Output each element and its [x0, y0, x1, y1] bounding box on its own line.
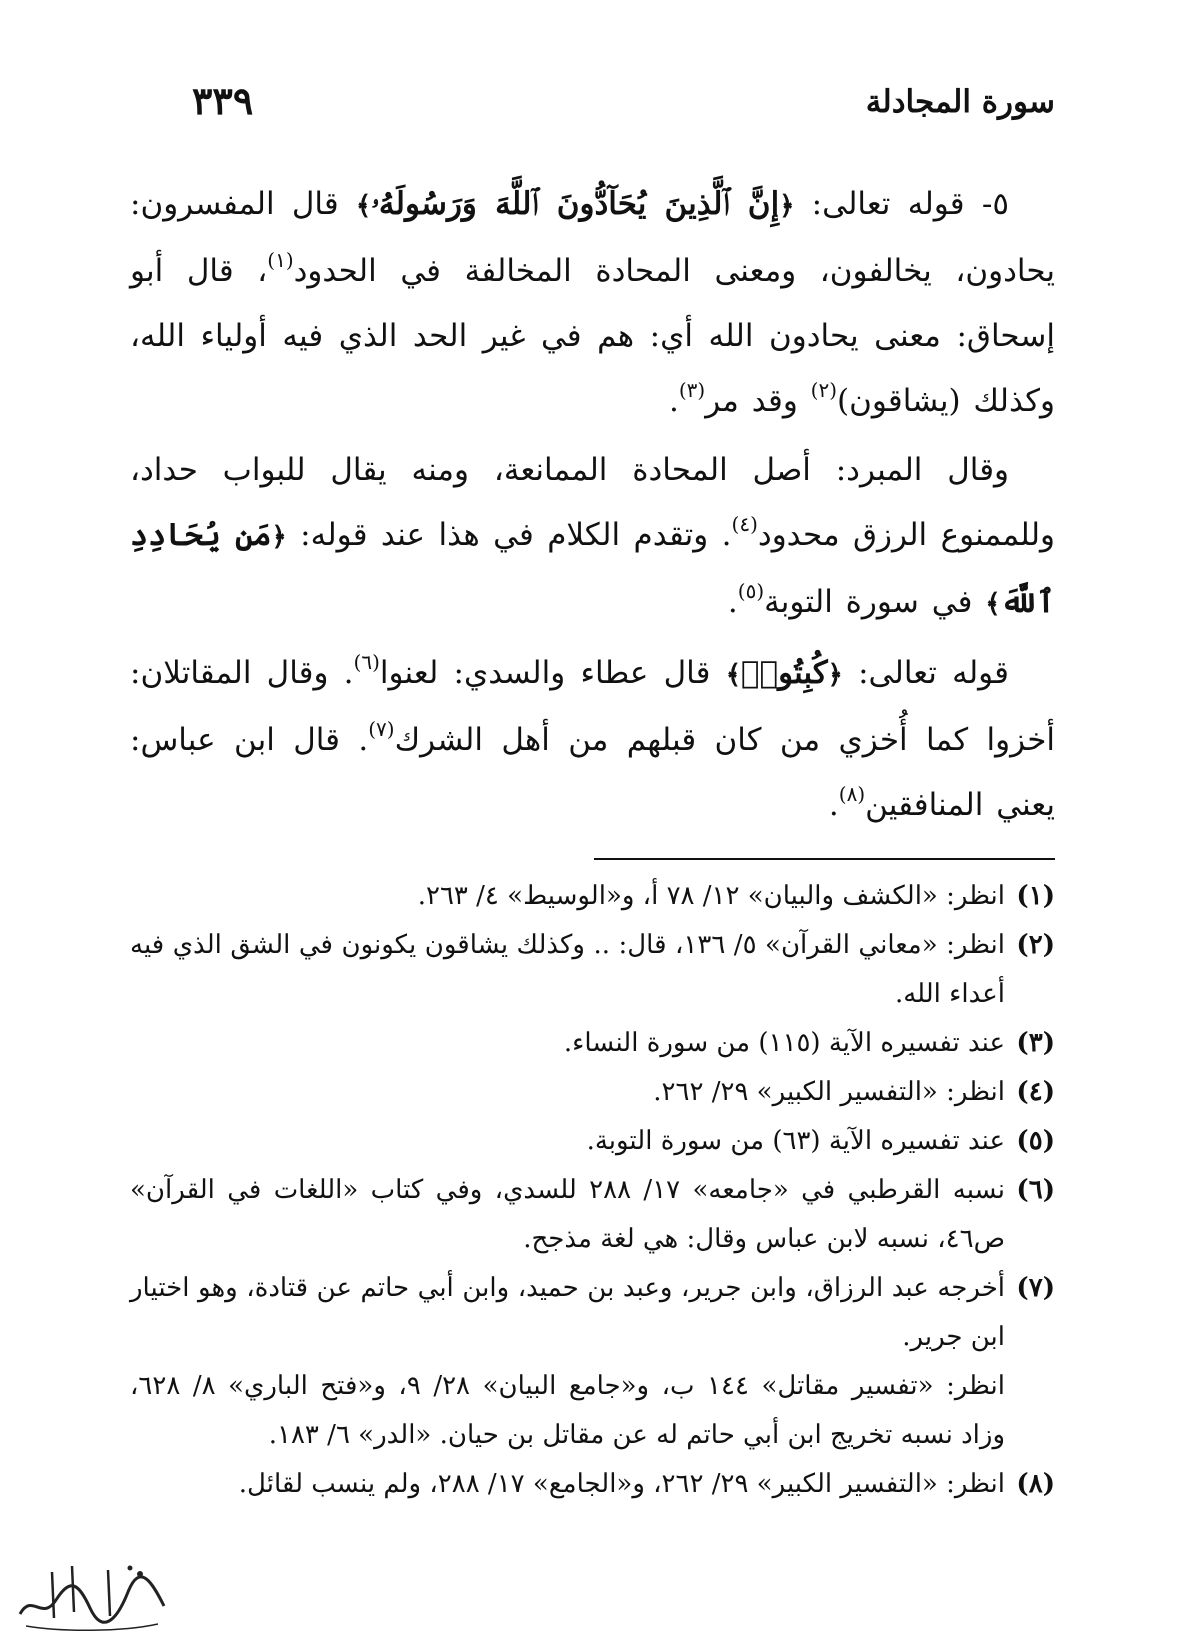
footnote-item [130, 1117, 1055, 1166]
footnote-ref[interactable]: (٢) [810, 378, 838, 402]
footnote-item [130, 1019, 1055, 1068]
footnote-text [130, 872, 1005, 921]
library-logo-icon [12, 1552, 172, 1638]
text-span: في سورة التوبة [764, 584, 986, 620]
footnote-item [130, 1460, 1055, 1509]
paragraph-2 [130, 438, 1055, 637]
footnote-text [130, 1460, 1005, 1509]
quran-verse [726, 655, 843, 691]
footnote-item [130, 1068, 1055, 1117]
footnote-item [130, 872, 1055, 921]
footnote-ref[interactable]: (١) [267, 248, 294, 272]
verse-text: مَن يُحَادِدِ ٱللَّهَ [130, 517, 1055, 620]
footnote-number: (١) [1016, 881, 1055, 911]
footnote-item [130, 921, 1055, 1019]
text-span: . [668, 383, 679, 419]
footnote-text [130, 1019, 1005, 1068]
footnotes [130, 872, 1055, 1509]
footnote-number: (٢) [1016, 930, 1055, 960]
footnote-text [130, 921, 1005, 1019]
footnote-line: انظر: «تفسير مقاتل» ١٤٤ ب، و«جامع البيان» ٢٨/ ٩، و«فتح الباري» ٨/ ٦٢٨، وزاد نسبه تخريج ابن أبي حاتم له عن مقاتل بن حيان. «الدر» ٦/ ١٨٣. [130, 1371, 1005, 1450]
text-span: . [727, 584, 738, 620]
page-header [150, 78, 1055, 134]
text-span: وقد مر [705, 383, 811, 419]
footnote-number: (٧) [1016, 1273, 1055, 1303]
footnote-line: عند تفسيره الآية (٦٣) من سورة التوبة. [586, 1126, 1005, 1156]
footnote-item [130, 1264, 1055, 1460]
footnote-text [130, 1166, 1005, 1264]
footnote-line: نسبه القرطبي في «جامعه» ١٧/ ٢٨٨ للسدي، وفي كتاب «اللغات في القرآن» ص٤٦، نسبه لابن عباس وقال: هي لغة مذجح. [130, 1175, 1005, 1254]
text-span: . [828, 787, 839, 823]
footnote-line: عند تفسيره الآية (١١٥) من سورة النساء. [563, 1028, 1005, 1058]
text-span: . وقال المقاتلان: أخزوا كما أُخزي من كان قبلهم من أهل الشرك [130, 655, 1055, 758]
text-span: . قال ابن عباس: يعني المنافقين [130, 722, 1055, 823]
quran-verse [356, 186, 795, 222]
footnote-item [130, 1166, 1055, 1264]
text-span: قال المفسرون: يحادون، يخالفون، ومعنى المحادة المخالفة في الحدود [130, 186, 1055, 289]
footnote-number: (٦) [1016, 1175, 1055, 1205]
footnote-number: (٥) [1016, 1126, 1055, 1156]
page-number: ٣٣٩ [192, 78, 254, 123]
paragraph-3 [130, 641, 1055, 838]
ornate-bracket-open: ﴿ [271, 522, 287, 552]
text-span: وقال المبرد: أصل المحادة الممانعة، ومنه يقال للبواب حداد، وللممنوع الرزق محدود [130, 452, 1055, 553]
main-text [130, 172, 1055, 838]
footnote-line: أخرجه عبد الرزاق، وابن جرير، وعبد بن حميد، وابن أبي حاتم عن قتادة، وهو اختيار ابن جرير. [130, 1273, 1005, 1352]
footnote-ref[interactable]: (٧) [368, 717, 395, 741]
ornate-bracket-open: ﴿ [779, 191, 795, 221]
ornate-bracket-close: ﴾ [725, 660, 741, 690]
surah-title: سورة المجادلة [865, 84, 1055, 120]
footnote-text [130, 1264, 1005, 1460]
text-span: قال عطاء والسدي: لعنوا [379, 655, 726, 691]
ornate-bracket-close: ﴾ [985, 589, 1001, 619]
footnote-line: انظر: «معاني القرآن» ٥/ ١٣٦، قال: .. وكذلك يشاقون يكونون في الشق الذي فيه أعداء الله. [130, 930, 1006, 1009]
logo-graphic [12, 1552, 172, 1638]
text-span: ٥- قوله تعالى: [794, 186, 1009, 222]
footnote-line: انظر: «التفسير الكبير» ٢٩/ ٢٦٢، و«الجامع» ١٧/ ٢٨٨، ولم ينسب لقائل. [238, 1469, 1005, 1499]
footnote-ref[interactable]: (٣) [678, 378, 706, 402]
footnote-ref[interactable]: (٦) [353, 650, 380, 674]
verse-text: كُبِتُوا۟ [740, 655, 828, 691]
verse-text: إِنَّ ٱلَّذِينَ يُحَآدُّونَ ٱللَّهَ وَرَسُولَهُۥ [371, 186, 780, 222]
footnote-separator [594, 858, 1055, 860]
footnote-ref[interactable]: (٨) [838, 782, 866, 806]
ornate-bracket-open: ﴿ [827, 660, 843, 690]
footnote-line: انظر: «الكشف والبيان» ١٢/ ٧٨ أ، و«الوسيط» ٤/ ٢٦٣. [417, 881, 1005, 911]
footnote-ref[interactable]: (٤) [731, 512, 758, 536]
footnote-line: انظر: «التفسير الكبير» ٢٩/ ٢٦٢. [653, 1077, 1005, 1107]
text-span: . وتقدم الكلام في هذا عند قوله: [286, 517, 732, 553]
footnote-ref[interactable]: (٥) [737, 579, 765, 603]
footnote-number: (٤) [1016, 1077, 1055, 1107]
ornate-bracket-close: ﴾ [355, 191, 372, 221]
footnote-number: (٨) [1016, 1469, 1055, 1499]
text-span: قوله تعالى: [842, 655, 1009, 691]
paragraph-1 [130, 172, 1055, 434]
footnote-text [130, 1068, 1005, 1117]
footnote-text [130, 1117, 1005, 1166]
text-span: ، قال أبو إسحاق: معنى يحادون الله أي: هم في غير الحد الذي فيه أولياء الله، وكذلك (يشاقون) [130, 253, 1055, 419]
footnote-number: (٣) [1016, 1028, 1055, 1058]
